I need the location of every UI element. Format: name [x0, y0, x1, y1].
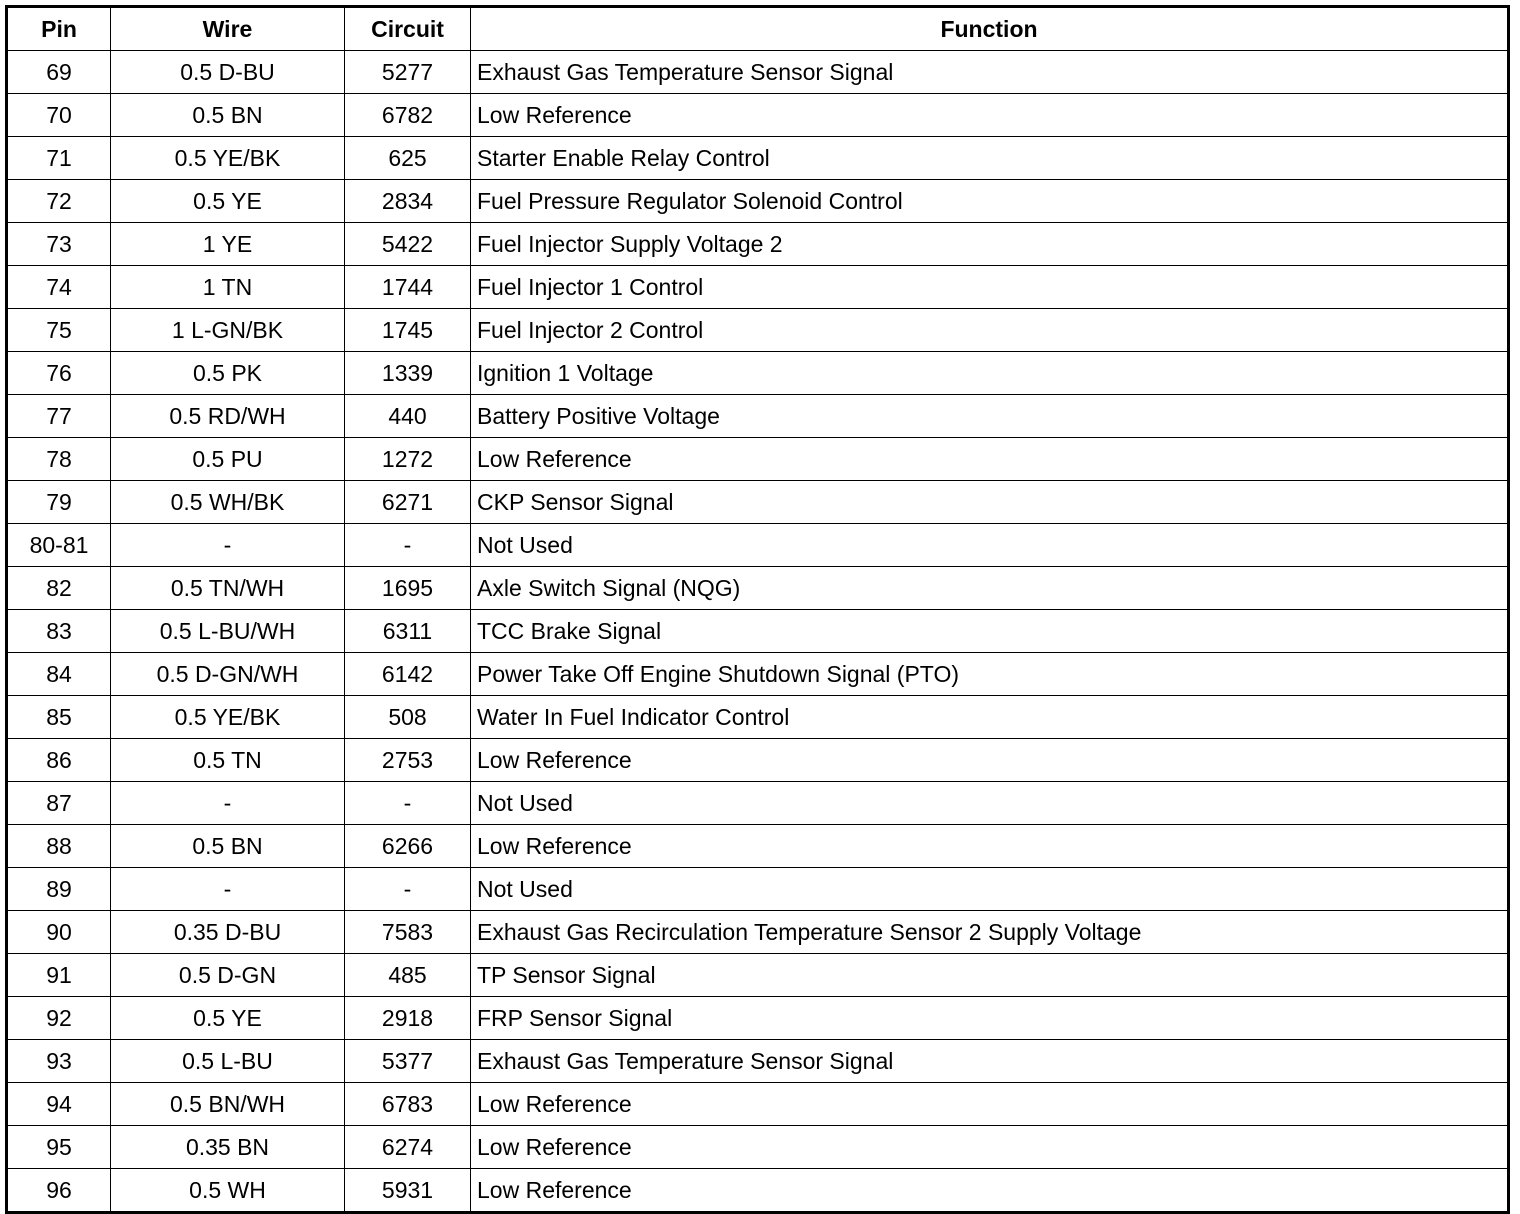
cell-function: Low Reference [471, 438, 1509, 481]
cell-circuit: 6782 [345, 94, 471, 137]
cell-circuit: 440 [345, 395, 471, 438]
cell-wire: 0.5 D-GN [111, 954, 345, 997]
table-row [7, 739, 1509, 782]
cell-pin: 94 [7, 1083, 111, 1126]
table-row [7, 309, 1509, 352]
header-function: Function [471, 7, 1509, 51]
cell-wire: 0.5 YE/BK [111, 137, 345, 180]
cell-wire: 0.5 BN [111, 94, 345, 137]
cell-circuit: 1272 [345, 438, 471, 481]
cell-function: Exhaust Gas Temperature Sensor Signal [471, 51, 1509, 94]
cell-pin: 79 [7, 481, 111, 524]
cell-function: Ignition 1 Voltage [471, 352, 1509, 395]
cell-pin: 83 [7, 610, 111, 653]
table-row [7, 395, 1509, 438]
table-row [7, 481, 1509, 524]
cell-circuit: - [345, 782, 471, 825]
cell-pin: 87 [7, 782, 111, 825]
cell-pin: 91 [7, 954, 111, 997]
cell-circuit: 485 [345, 954, 471, 997]
cell-wire: 0.5 BN [111, 825, 345, 868]
cell-wire: 0.5 TN [111, 739, 345, 782]
table-row [7, 997, 1509, 1040]
cell-circuit: 6271 [345, 481, 471, 524]
connector-pinout-table [5, 5, 1510, 1214]
cell-pin: 73 [7, 223, 111, 266]
table-row [7, 1083, 1509, 1126]
cell-function: Power Take Off Engine Shutdown Signal (PTO) [471, 653, 1509, 696]
cell-wire: - [111, 868, 345, 911]
cell-wire: 0.5 WH/BK [111, 481, 345, 524]
cell-pin: 85 [7, 696, 111, 739]
cell-function: Starter Enable Relay Control [471, 137, 1509, 180]
table-row [7, 1126, 1509, 1169]
cell-function: Low Reference [471, 94, 1509, 137]
cell-circuit: 1339 [345, 352, 471, 395]
cell-function: CKP Sensor Signal [471, 481, 1509, 524]
cell-pin: 69 [7, 51, 111, 94]
cell-function: Battery Positive Voltage [471, 395, 1509, 438]
cell-wire: 0.5 D-BU [111, 51, 345, 94]
cell-function: Low Reference [471, 739, 1509, 782]
cell-wire: 1 L-GN/BK [111, 309, 345, 352]
cell-pin: 71 [7, 137, 111, 180]
cell-wire: - [111, 524, 345, 567]
cell-wire: 0.5 L-BU [111, 1040, 345, 1083]
table-row [7, 567, 1509, 610]
cell-circuit: 5931 [345, 1169, 471, 1213]
cell-function: Fuel Pressure Regulator Solenoid Control [471, 180, 1509, 223]
cell-pin: 90 [7, 911, 111, 954]
cell-circuit: 6266 [345, 825, 471, 868]
cell-pin: 80-81 [7, 524, 111, 567]
table-row [7, 911, 1509, 954]
cell-function: Low Reference [471, 825, 1509, 868]
cell-wire: 0.5 L-BU/WH [111, 610, 345, 653]
cell-pin: 92 [7, 997, 111, 1040]
cell-circuit: 6311 [345, 610, 471, 653]
table-row [7, 825, 1509, 868]
cell-wire: 1 YE [111, 223, 345, 266]
table-row [7, 524, 1509, 567]
table-header-row [7, 7, 1509, 51]
cell-function: Low Reference [471, 1126, 1509, 1169]
cell-pin: 78 [7, 438, 111, 481]
cell-pin: 77 [7, 395, 111, 438]
cell-pin: 74 [7, 266, 111, 309]
cell-pin: 76 [7, 352, 111, 395]
cell-wire: 0.5 D-GN/WH [111, 653, 345, 696]
cell-pin: 96 [7, 1169, 111, 1213]
cell-circuit: 2753 [345, 739, 471, 782]
cell-wire: 0.5 PK [111, 352, 345, 395]
cell-pin: 89 [7, 868, 111, 911]
cell-circuit: 5277 [345, 51, 471, 94]
table-row [7, 51, 1509, 94]
table-row [7, 438, 1509, 481]
cell-wire: - [111, 782, 345, 825]
table-row [7, 653, 1509, 696]
cell-pin: 86 [7, 739, 111, 782]
cell-circuit: 6783 [345, 1083, 471, 1126]
cell-wire: 0.5 PU [111, 438, 345, 481]
cell-circuit: 2834 [345, 180, 471, 223]
header-wire: Wire [111, 7, 345, 51]
cell-wire: 1 TN [111, 266, 345, 309]
cell-wire: 0.5 YE [111, 180, 345, 223]
cell-circuit: - [345, 524, 471, 567]
cell-wire: 0.35 D-BU [111, 911, 345, 954]
cell-function: FRP Sensor Signal [471, 997, 1509, 1040]
table-row [7, 1169, 1509, 1213]
cell-circuit: 1744 [345, 266, 471, 309]
cell-wire: 0.5 RD/WH [111, 395, 345, 438]
cell-circuit: 625 [345, 137, 471, 180]
cell-wire: 0.5 BN/WH [111, 1083, 345, 1126]
cell-circuit: 1745 [345, 309, 471, 352]
cell-pin: 75 [7, 309, 111, 352]
cell-function: Fuel Injector 2 Control [471, 309, 1509, 352]
cell-function: Exhaust Gas Recirculation Temperature Sensor 2 Supply Voltage [471, 911, 1509, 954]
header-pin: Pin [7, 7, 111, 51]
table-row [7, 782, 1509, 825]
cell-wire: 0.35 BN [111, 1126, 345, 1169]
cell-function: TP Sensor Signal [471, 954, 1509, 997]
cell-function: Low Reference [471, 1169, 1509, 1213]
table-row [7, 1040, 1509, 1083]
cell-wire: 0.5 YE [111, 997, 345, 1040]
cell-circuit: 2918 [345, 997, 471, 1040]
cell-circuit: 6142 [345, 653, 471, 696]
cell-function: Fuel Injector 1 Control [471, 266, 1509, 309]
cell-pin: 88 [7, 825, 111, 868]
table-row [7, 180, 1509, 223]
table-row [7, 223, 1509, 266]
cell-function: Fuel Injector Supply Voltage 2 [471, 223, 1509, 266]
cell-circuit: 5422 [345, 223, 471, 266]
cell-function: TCC Brake Signal [471, 610, 1509, 653]
cell-function: Not Used [471, 868, 1509, 911]
cell-function: Water In Fuel Indicator Control [471, 696, 1509, 739]
table-row [7, 137, 1509, 180]
cell-pin: 84 [7, 653, 111, 696]
cell-circuit: 7583 [345, 911, 471, 954]
cell-circuit: 6274 [345, 1126, 471, 1169]
table-row [7, 266, 1509, 309]
cell-circuit: 508 [345, 696, 471, 739]
cell-pin: 72 [7, 180, 111, 223]
cell-function: Not Used [471, 782, 1509, 825]
cell-wire: 0.5 WH [111, 1169, 345, 1213]
cell-wire: 0.5 TN/WH [111, 567, 345, 610]
table-row [7, 954, 1509, 997]
cell-wire: 0.5 YE/BK [111, 696, 345, 739]
table-row [7, 352, 1509, 395]
cell-function: Axle Switch Signal (NQG) [471, 567, 1509, 610]
cell-pin: 70 [7, 94, 111, 137]
cell-pin: 93 [7, 1040, 111, 1083]
cell-pin: 82 [7, 567, 111, 610]
table-row [7, 610, 1509, 653]
cell-pin: 95 [7, 1126, 111, 1169]
cell-function: Not Used [471, 524, 1509, 567]
cell-circuit: 1695 [345, 567, 471, 610]
table-row [7, 868, 1509, 911]
table-body [7, 51, 1509, 1213]
cell-function: Low Reference [471, 1083, 1509, 1126]
table-row [7, 696, 1509, 739]
cell-circuit: - [345, 868, 471, 911]
header-circuit: Circuit [345, 7, 471, 51]
cell-function: Exhaust Gas Temperature Sensor Signal [471, 1040, 1509, 1083]
cell-circuit: 5377 [345, 1040, 471, 1083]
table-row [7, 94, 1509, 137]
